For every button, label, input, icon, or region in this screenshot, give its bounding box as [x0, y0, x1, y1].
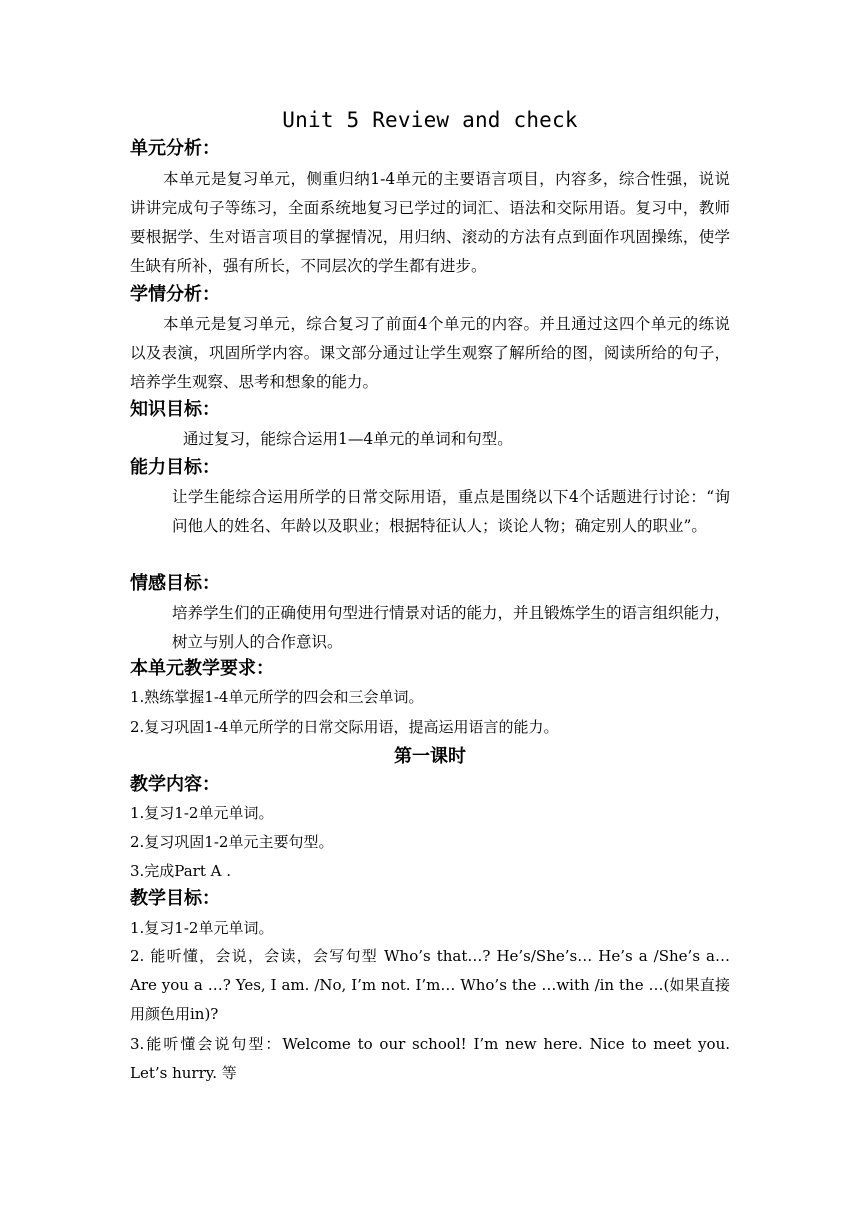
- lesson-one-heading: 第一课时: [394, 746, 466, 767]
- requirement-item-1: 1.熟练掌握1-4单元所学的四会和三会单词。: [130, 688, 424, 706]
- unit-analysis-heading: 单元分析：: [130, 138, 220, 159]
- emotion-goal-heading: 情感目标：: [130, 573, 220, 594]
- ability-goal-heading: 能力目标：: [130, 457, 220, 478]
- learner-analysis-text: 本单元是复习单元，综合复习了前面4个单元的内容。并且通过这四个单元的练说以及表演，巩固所学内容。课文部分通过让学生观察了解所给的图，阅读所给的句子，培养学生观察、思考和想象的能力。: [130, 315, 730, 391]
- requirement-item-2: 2.复习巩固1-4单元所学的日常交际用语，提高运用语言的能力。: [130, 718, 559, 736]
- content-item-2: 2.复习巩固1-2单元主要句型。: [130, 833, 334, 851]
- lesson-content-heading: 教学内容：: [130, 774, 220, 795]
- emotion-goal-text: 培养学生们的正确使用句型进行情景对话的能力，并且锻炼学生的语言组织能力，树立与别人的合作意识。: [172, 604, 731, 651]
- knowledge-goal-text: 通过复习，能综合运用1—4单元的单词和句型。: [183, 430, 513, 448]
- unit-analysis-text: 本单元是复习单元，侧重归纳1-4单元的主要语言项目，内容多，综合性强，说说讲讲完成句子等练习，全面系统地复习已学过的词汇、语法和交际用语。复习中，教师要根据学、生对语言项目的掌握情况，用归纳、滚动的方法有点到面作巩固操练，使学生缺有所补，强有所长，不同层次的学生都有进步。: [130, 170, 730, 275]
- goal-item-1: 1.复习1-2单元单词。: [130, 919, 274, 937]
- content-item-1: 1.复习1-2单元单词。: [130, 804, 274, 822]
- knowledge-goal-heading: 知识目标：: [130, 399, 220, 420]
- ability-goal-text: 让学生能综合运用所学的日常交际用语，重点是围绕以下4个话题进行讨论：“询问他人的姓名、年龄以及职业；根据特征认人；谈论人物；确定别人的职业”。: [172, 488, 730, 535]
- page-title: Unit 5 Review and check: [282, 108, 578, 132]
- goal-item-2: 2. 能听懂，会说，会读，会写句型 Who’s that…? He’s/She’s… He’s a /She’s a… Are you a …? Yes, I am. /No, I’m not. I’m… Who’s the …with /in the …(如果直接用颜色用in)?: [130, 947, 730, 1023]
- learner-analysis-heading: 学情分析：: [130, 284, 220, 305]
- goal-item-3: 3.能听懂会说句型：Welcome to our school! I’m new here. Nice to meet you. Let’s hurry. 等: [130, 1035, 730, 1082]
- content-item-3: 3.完成Part A .: [130, 862, 232, 880]
- unit-requirements-heading: 本单元教学要求：: [130, 658, 274, 679]
- lesson-goals-heading: 教学目标：: [130, 888, 220, 909]
